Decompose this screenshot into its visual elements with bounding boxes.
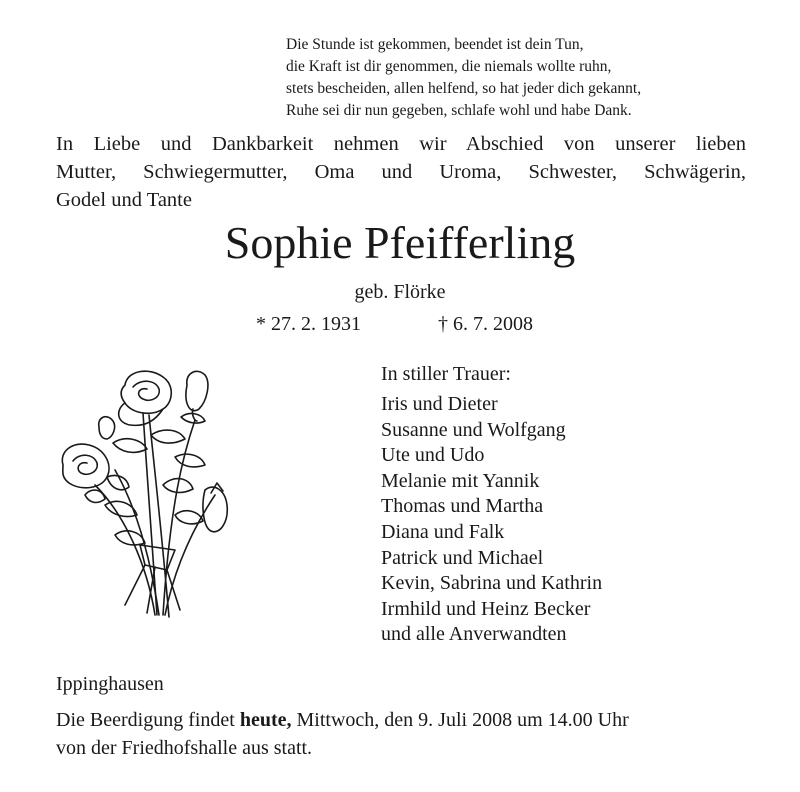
funeral-text-post: Mittwoch, den 9. Juli 2008 um 14.00 Uhr — [291, 709, 629, 731]
intro-text — [56, 130, 746, 214]
mourners-list — [381, 392, 602, 648]
funeral-notice — [56, 706, 629, 762]
list-item: Diana und Falk — [381, 520, 505, 543]
poem — [286, 34, 641, 122]
funeral-text-bold: heute, — [239, 709, 292, 731]
mourners-heading: In stiller Trauer: — [381, 363, 511, 385]
place-name: Ippinghausen — [56, 673, 164, 695]
list-item: Kevin, Sabrina und Kathrin — [381, 572, 603, 595]
birth-date: * 27. 2. 1931 — [256, 313, 361, 335]
intro-line: In Liebe und Dankbarkeit nehmen wir Abschied von unserer lieben — [56, 133, 746, 155]
list-item: und alle Anverwandten — [381, 623, 567, 646]
list-item: Iris und Dieter — [381, 393, 498, 415]
maiden-name: geb. Flörke — [354, 281, 446, 303]
deceased-name: Sophie Pfeifferling — [224, 217, 576, 268]
poem-line: Ruhe sei dir nun gegeben, schlafe wohl und habe Dank. — [286, 102, 632, 119]
list-item: Ute und Udo — [381, 444, 485, 467]
list-item: Patrick und Michael — [381, 546, 544, 569]
list-item: Irmhild und Heinz Becker — [381, 597, 591, 620]
intro-line: Mutter, Schwiegermutter, Oma und Uroma, Schwester, Schwägerin, — [56, 161, 746, 183]
funeral-text-pre: Die Beerdigung findet — [56, 709, 240, 731]
list-item: Thomas und Martha — [381, 495, 544, 518]
intro-line: Godel und Tante — [56, 189, 192, 211]
poem-line: stets bescheiden, allen helfend, so hat jeder dich gekannt, — [286, 80, 642, 97]
funeral-line-2: von der Friedhofshalle aus statt. — [56, 737, 313, 759]
poem-line: Die Stunde ist gekommen, beendet ist dein Tun, — [286, 36, 584, 53]
poem-line: die Kraft ist dir genommen, die niemals wollte ruhn, — [286, 58, 612, 75]
roses-bouquet-icon — [55, 365, 240, 625]
funeral-line-1 — [56, 706, 629, 734]
death-date: † 6. 7. 2008 — [438, 313, 533, 335]
list-item: Susanne und Wolfgang — [381, 418, 566, 441]
list-item: Melanie mit Yannik — [381, 469, 540, 492]
